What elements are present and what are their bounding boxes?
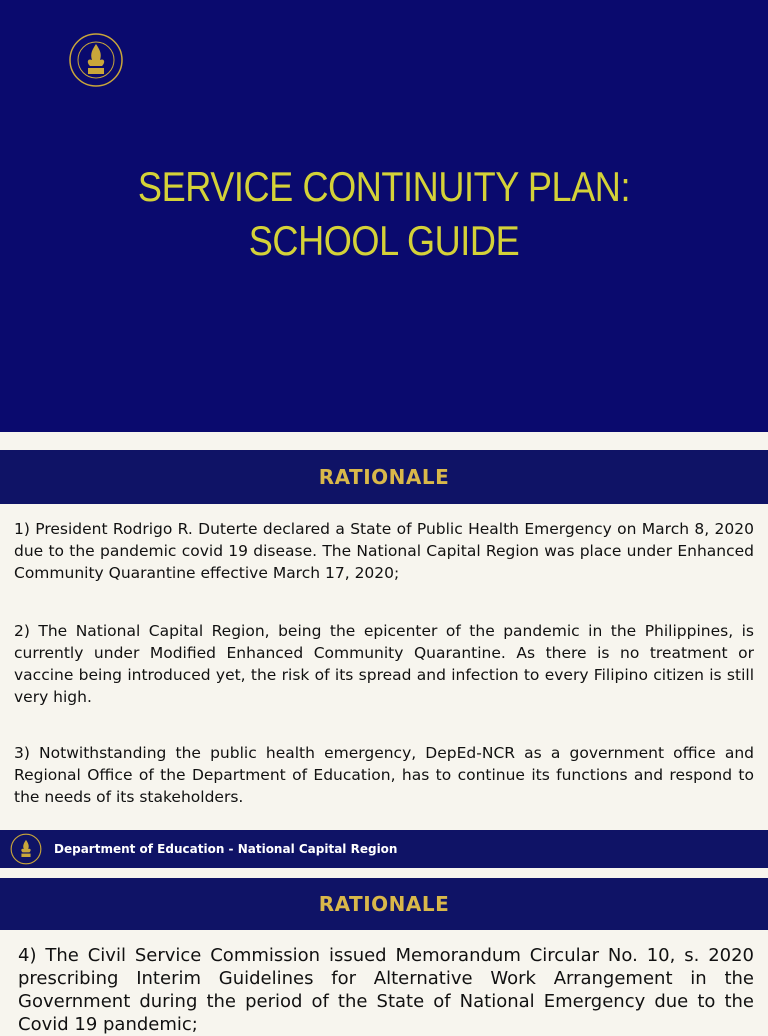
deped-seal-icon xyxy=(68,32,124,88)
paragraph-text: 2) The National Capital Region, being the epicenter of the pandemic in the Philippines, is currently under Modified Enhanced Community Quarantine. As there is no treatment or vaccine being introduced yet, the risk of its spread and infection to every Filipino citizen is still very high. xyxy=(14,622,754,706)
rationale-paragraph-2 xyxy=(14,620,754,708)
paragraph-text: 4) The Civil Service Commission issued Memorandum Circular No. 10, s. 2020 prescribing Interim Guidelines for Alternative Work Arrangement in the Government during the period of the State of National Emergency due to the Covid 19 pandemic; xyxy=(18,945,754,1035)
page-title xyxy=(54,160,714,268)
rationale-paragraph-1 xyxy=(14,518,754,584)
rationale-paragraph-4 xyxy=(18,944,754,1036)
rationale-header: RATIONALE xyxy=(0,878,768,930)
slide-divider xyxy=(0,432,768,450)
title-line-2: SCHOOL GUIDE xyxy=(248,217,520,264)
footer-label: Department of Education - National Capital Region xyxy=(54,842,398,856)
title-slide xyxy=(0,0,768,432)
rationale-paragraph-3 xyxy=(14,742,754,808)
slide-footer xyxy=(0,830,768,868)
paragraph-text: 1) President Rodrigo R. Duterte declared a State of Public Health Emergency on March 8, 2020 due to the pandemic covid 19 disease. The National Capital Region was place under Enhanced Community Quarantine effective March 17, 2020; xyxy=(14,520,754,582)
paragraph-text: 3) Notwithstanding the public health emergency, DepEd-NCR as a government office and Regional Office of the Department of Education, has to continue its functions and respond to the needs of its stakeholders. xyxy=(14,744,754,806)
rationale-header: RATIONALE xyxy=(0,450,768,504)
deped-seal-icon xyxy=(10,833,42,865)
title-line-1: SERVICE CONTINUITY PLAN: xyxy=(137,163,631,210)
